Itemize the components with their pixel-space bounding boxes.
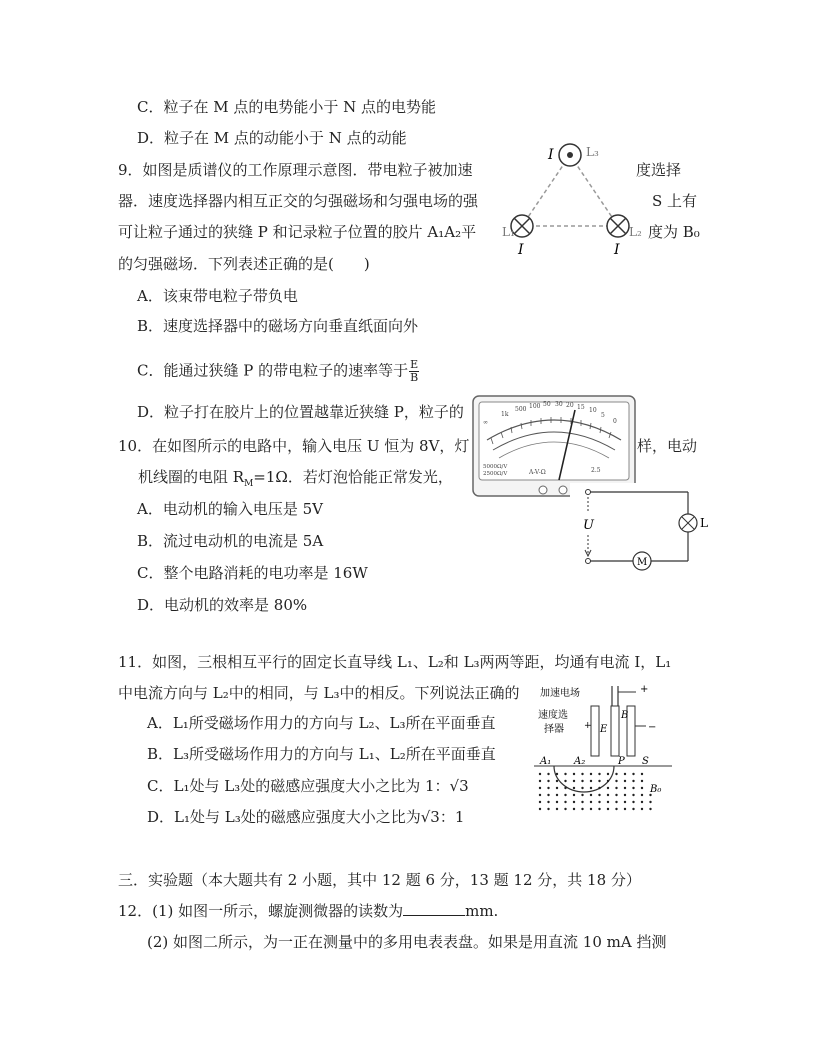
label-l1: L₁ — [502, 225, 515, 239]
field-dot — [564, 801, 566, 803]
field-dot — [615, 808, 617, 810]
field-dot — [590, 773, 592, 775]
field-dot — [624, 801, 626, 803]
a2-label: A₂ — [574, 756, 586, 767]
svg-text:30: 30 — [555, 401, 563, 408]
q11-option-b: B．L₃所受磁场作用力的方向与 L₁、L₂所在平面垂直 — [147, 745, 496, 763]
q11-stem-line2: 中电流方向与 L₂中的相同，与 L₃中的相反。下列说法正确的 — [118, 684, 520, 702]
q11-option-a: A．L₁所受磁场作用力的方向与 L₂、L₃所在平面垂直 — [147, 714, 496, 732]
field-dot — [598, 773, 600, 775]
field-dot — [607, 780, 609, 782]
q9-option-d: D．粒子打在胶片上的位置越靠近狭缝 P，粒子的 — [137, 403, 464, 421]
field-dot — [641, 787, 643, 789]
field-dot — [539, 794, 541, 796]
field-dot — [624, 773, 626, 775]
field-dot — [641, 773, 643, 775]
field-dot — [624, 787, 626, 789]
field-dot — [598, 787, 600, 789]
field-dot — [598, 808, 600, 810]
field-dot — [539, 808, 541, 810]
q10-option-a: A．电动机的输入电压是 5V — [137, 500, 323, 518]
field-dot — [573, 801, 575, 803]
selector-plate-left — [591, 706, 599, 756]
field-dot — [590, 780, 592, 782]
voltage-label: U — [583, 518, 594, 533]
svg-text:500: 500 — [515, 406, 527, 413]
q11-stem-line1: 11．如图，三根相互平行的固定长直导线 L₁、L₂和 L₃两两等距，均通有电流 I，L₁ — [118, 653, 672, 671]
field-dot — [539, 801, 541, 803]
field-dot — [632, 787, 634, 789]
field-dot — [641, 801, 643, 803]
field-dot — [649, 801, 651, 803]
field-dot — [624, 794, 626, 796]
field-dot — [641, 808, 643, 810]
q9-stem-line2: 器．速度选择器内相互正交的匀强磁场和匀强电场的强 — [118, 192, 479, 210]
field-dot — [632, 808, 634, 810]
svg-text:5: 5 — [601, 412, 605, 419]
field-dot — [573, 773, 575, 775]
svg-text:1k: 1k — [501, 411, 509, 418]
section3-heading: 三．实验题（本大题共有 2 小题，其中 12 题 6 分，13 题 12 分，共 18 分） — [118, 871, 641, 889]
e-label: E — [600, 724, 608, 735]
field-dot — [573, 787, 575, 789]
q11-option-d: D．L₁处与 L₃处的磁感应强度大小之比为√3：1 — [147, 808, 465, 826]
a1-label: A₁ — [540, 756, 552, 767]
q9-option-c: C．能通过狭缝 P 的带电粒子的速率等于 $\frac{E}{B}$ — [137, 358, 419, 384]
circuit-figure — [570, 483, 715, 573]
field-dot — [615, 780, 617, 782]
field-dot — [547, 808, 549, 810]
meter-mark: A-V-Ω — [529, 469, 546, 476]
q9-option-a: A．该束带电粒子带负电 — [137, 287, 298, 305]
q10-stem-line2: 机线圈的电阻 $R_M=1\Omega$．若灯泡恰能正常发光， — [138, 468, 453, 489]
field-dot — [556, 773, 558, 775]
label-l2: L₂ — [629, 225, 642, 239]
field-dot — [624, 780, 626, 782]
field-dot — [615, 794, 617, 796]
field-dot — [556, 808, 558, 810]
field-dot — [556, 780, 558, 782]
field-dot — [581, 808, 583, 810]
field-dot — [632, 794, 634, 796]
svg-text:15: 15 — [577, 404, 585, 411]
q12-line2: (2) 如图二所示，为一正在测量中的多用电表表盘。如果是用直流 10 mA 挡测 — [147, 933, 667, 951]
field-dot — [590, 808, 592, 810]
selector-plate-right — [611, 706, 619, 756]
q9-stem-line1-tail: 度选择 — [636, 161, 682, 179]
field-dot — [598, 801, 600, 803]
q11-option-c: C．L₁处与 L₃处的磁感应强度大小之比为 1：√3 — [147, 777, 469, 795]
field-dot — [547, 773, 549, 775]
q10-option-b: B．流过电动机的电流是 5A — [137, 532, 324, 550]
meter-screw-icon — [559, 486, 567, 494]
field-dot — [632, 780, 634, 782]
field-dot — [590, 787, 592, 789]
q9-option-b: B．速度选择器中的磁场方向垂直纸面向外 — [137, 317, 419, 335]
field-dot — [547, 801, 549, 803]
field-dot — [615, 773, 617, 775]
field-dot — [564, 808, 566, 810]
field-dot — [556, 794, 558, 796]
field-dot — [607, 808, 609, 810]
field-dot — [547, 787, 549, 789]
fraction-e-over-b: $\frac{E}{B}$ — [410, 358, 419, 384]
plus-sign: + — [640, 684, 649, 695]
selector-label-2: 择器 — [544, 724, 564, 735]
field-dot — [564, 780, 566, 782]
q9-stem-line3: 可让粒子通过的狭缝 P 和记录粒子位置的胶片 A₁A₂平 — [118, 223, 477, 241]
field-dot — [607, 794, 609, 796]
field-dot — [615, 801, 617, 803]
terminal-bottom-icon — [586, 559, 591, 564]
label-l3: L₃ — [586, 145, 599, 159]
field-dot — [598, 780, 600, 782]
field-dot — [607, 787, 609, 789]
field-dot — [539, 773, 541, 775]
field-dot — [581, 780, 583, 782]
field-dot — [632, 801, 634, 803]
svg-text:100: 100 — [529, 403, 541, 410]
q10-option-d: D．电动机的效率是 80% — [137, 596, 308, 614]
field-dot — [547, 780, 549, 782]
b0-label: B₀ — [650, 784, 662, 795]
field-dot — [539, 787, 541, 789]
field-dot — [556, 801, 558, 803]
field-dot — [547, 794, 549, 796]
q8-option-c: C．粒子在 M 点的电势能小于 N 点的电势能 — [137, 98, 437, 116]
svg-text:0: 0 — [613, 418, 617, 425]
meter-range: 2.5 — [591, 467, 601, 474]
svg-text:+: + — [584, 721, 592, 731]
field-dot — [539, 780, 541, 782]
answer-blank — [403, 901, 465, 916]
field-dot — [632, 773, 634, 775]
magnetic-field-dots — [539, 773, 652, 810]
field-dot — [564, 787, 566, 789]
q9-stem-line4: 的匀强磁场．下列表述正确的是( ) — [118, 255, 370, 273]
q9-stem-line1: 9．如图是质谱仪的工作原理示意图．带电粒子被加速 — [118, 161, 473, 179]
field-dot — [615, 787, 617, 789]
field-dot — [607, 801, 609, 803]
particle-path — [554, 766, 614, 792]
accel-field-label: 加速电场 — [540, 688, 580, 699]
b-label: B — [621, 710, 629, 721]
field-dot — [581, 794, 583, 796]
field-dot — [581, 801, 583, 803]
terminal-top-icon — [586, 490, 591, 495]
q9-stem-line2-tail: S 上有 — [652, 192, 698, 210]
field-dot — [598, 794, 600, 796]
svg-text:∞: ∞ — [483, 419, 488, 426]
wires-triangle-figure — [490, 138, 642, 258]
svg-text:50: 50 — [543, 401, 551, 408]
q8-option-d: D．粒子在 M 点的动能小于 N 点的动能 — [137, 129, 407, 147]
field-dot — [573, 808, 575, 810]
svg-text:−: − — [648, 722, 657, 733]
lamp-icon — [679, 514, 697, 532]
field-dot — [564, 794, 566, 796]
mass-spectrometer-figure — [532, 682, 680, 812]
q9-stem-line3-tail: 度为 B₀ — [648, 223, 700, 241]
selector-label-1: 速度选 — [538, 710, 568, 721]
field-dot — [581, 787, 583, 789]
field-dot — [649, 808, 651, 810]
motor-label: M — [637, 557, 648, 568]
svg-text:10: 10 — [589, 407, 597, 414]
q12-line1: 12．(1) 如图一所示，螺旋测微器的读数为 mm. — [118, 902, 499, 920]
wire-l3-dot-icon — [559, 144, 581, 166]
q10-stem-line1-tail: 样，电动 — [637, 437, 698, 455]
wire-l2-cross-icon — [607, 215, 629, 237]
p-label: P — [618, 756, 625, 767]
field-dot — [573, 780, 575, 782]
label-i-left: I — [518, 242, 524, 258]
svg-text:20: 20 — [566, 402, 574, 409]
q10-stem-line1: 10．在如图所示的电路中，输入电压 U 恒为 8V，灯 — [118, 437, 470, 455]
field-dot — [641, 780, 643, 782]
field-dot — [564, 773, 566, 775]
field-dot — [573, 794, 575, 796]
meter-rating-2: 2500Ω/V — [483, 471, 508, 477]
field-dot — [556, 787, 558, 789]
meter-rating-1: 5000Ω/V — [483, 464, 508, 470]
field-dot — [641, 794, 643, 796]
field-dot — [607, 773, 609, 775]
s-label: S — [642, 756, 649, 767]
field-dot — [590, 794, 592, 796]
meter-screw-icon — [539, 486, 547, 494]
field-dot — [581, 773, 583, 775]
label-i-right: I — [614, 242, 620, 258]
label-i-top: I — [548, 147, 554, 163]
field-dot — [624, 808, 626, 810]
field-dot — [590, 801, 592, 803]
lamp-label: L — [700, 516, 708, 530]
q10-option-c: C．整个电路消耗的电功率是 16W — [137, 564, 368, 582]
